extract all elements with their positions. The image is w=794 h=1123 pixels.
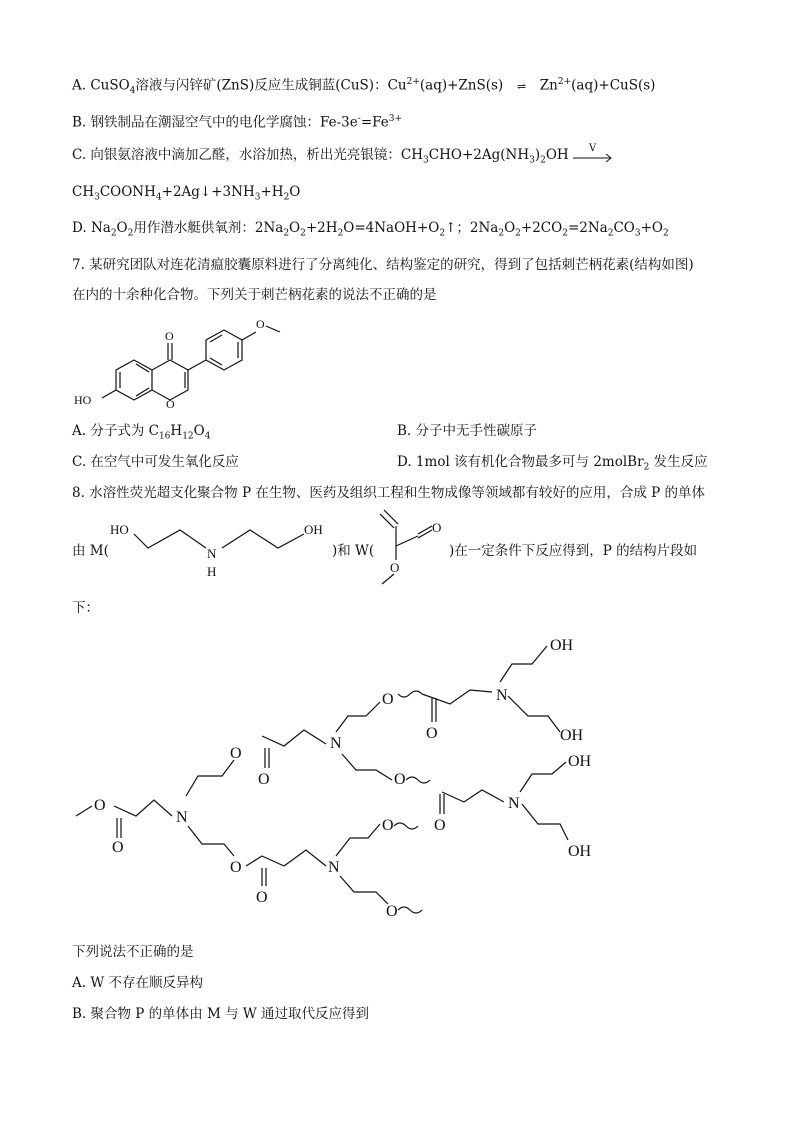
q6-option-c-continued: $CH_3COONH_4+2Ag↓+3NH_3+H_2O$ <box>72 184 301 203</box>
svg-text:O: O <box>394 771 406 788</box>
svg-text:N: N <box>328 859 340 876</box>
svg-text:N: N <box>508 795 520 812</box>
equilibrium-arrow-icon: ⇌ <box>516 79 527 93</box>
q8-monomer-w-structure <box>372 508 452 588</box>
q7-stem-line1: 7. 某研究团队对连花清瘟胶囊原料进行了分离纯化、结构鉴定的研究，得到了包括刺芒柄花素(结构如图) <box>72 257 694 273</box>
svg-text:O: O <box>258 771 270 788</box>
svg-text:O: O <box>434 817 446 834</box>
q6-option-d: D. $Na_2O_2$用作潜水艇供氧剂：$2Na_2O_2+2H_2O=4NaOH+O_2↑$；$2Na_2O_2+2CO_2=2Na_2CO_3+O_2$ <box>72 220 669 239</box>
q8-option-b: B. 聚合物 P 的单体由 M 与 W 通过取代反应得到 <box>72 1006 370 1022</box>
polymer-p-fragment-structure <box>72 630 632 920</box>
svg-text:OH: OH <box>560 727 584 744</box>
q6-option-c: C. 向银氨溶液中滴加乙醛，水浴加热，析出光亮银镜：$CH_3CHO+2Ag(NH_3)_2OH$ V <box>72 146 613 170</box>
svg-text:O: O <box>382 691 394 708</box>
svg-text:N: N <box>496 687 508 704</box>
q6-option-b: B. 钢铁制品在潮湿空气中的电化学腐蚀：$Fe-3e^-=Fe^{3+}$ <box>72 114 403 131</box>
q7-structure-formononetin <box>72 310 312 415</box>
svg-text:O: O <box>230 745 242 762</box>
q8-suffix: )在一定条件下反应得到，P 的结构片段如 <box>449 543 698 559</box>
svg-text:OH: OH <box>550 637 574 654</box>
q8-mid: )和 W( <box>332 543 375 559</box>
svg-text:H: H <box>207 564 217 579</box>
svg-text:OH: OH <box>304 522 323 537</box>
q7-option-c: C. 在空气中可发生氧化反应 <box>72 454 239 470</box>
svg-text:N: N <box>207 546 217 561</box>
q8-question: 下列说法不正确的是 <box>72 944 194 960</box>
svg-text:O: O <box>94 797 106 814</box>
svg-text:O: O <box>230 859 242 876</box>
reaction-arrow: V <box>573 149 613 163</box>
q6-option-a: A. CuSO$_4$溶液与闪锌矿(ZnS)反应生成铜蓝(CuS)：$Cu^{2+}(aq)+ZnS(s)$ ⇌ $Zn^{2+}(aq)+CuS(s)$ <box>72 77 656 97</box>
q7-option-a: A. 分子式为 $C_{16}H_{12}O_4$ <box>72 423 211 442</box>
svg-text:OH: OH <box>568 843 592 860</box>
svg-text:HO: HO <box>110 522 129 537</box>
q7-option-d: D. 1mol 该有机化合物最多可与 2molBr$_2$ 发生反应 <box>397 454 708 473</box>
svg-text:N: N <box>176 809 188 826</box>
svg-text:O: O <box>426 725 438 742</box>
methoxy-oxygen: O <box>256 317 265 331</box>
svg-text:O: O <box>386 903 398 920</box>
svg-text:N: N <box>330 735 342 752</box>
svg-text:O: O <box>390 560 400 575</box>
q8-stem-line3: 下： <box>72 600 99 616</box>
q8-prefix: 由 M( <box>72 543 109 559</box>
svg-text:O: O <box>112 839 124 856</box>
svg-text:O: O <box>382 817 394 834</box>
svg-text:OH: OH <box>568 753 592 770</box>
carbonyl-oxygen: O <box>165 329 174 343</box>
q8-option-a: A. W 不存在顺反异构 <box>72 975 203 991</box>
q8-stem-line1: 8. 水溶性荧光超支化聚合物 P 在生物、医药及组织工程和生物成像等领域都有较好的应用，合成 P 的单体 <box>72 485 706 501</box>
q8-monomer-m-structure <box>108 512 336 582</box>
svg-text:O: O <box>432 520 442 535</box>
q7-option-b: B. 分子中无手性碳原子 <box>397 423 538 439</box>
hydroxyl-label: HO <box>74 393 92 407</box>
svg-text:O: O <box>256 889 268 906</box>
q7-stem-line2: 在内的十余种化合物。下列关于刺芒柄花素的说法不正确的是 <box>72 287 437 303</box>
ring-oxygen: O <box>166 397 175 411</box>
